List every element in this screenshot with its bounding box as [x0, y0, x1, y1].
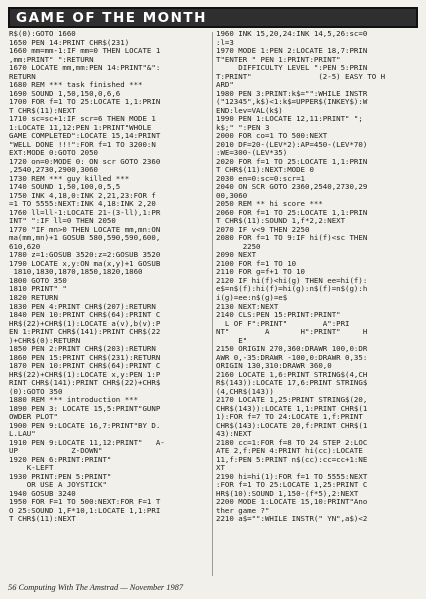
code-line: 1950 FOR F=1 TO 500:NEXT:FOR F=1 T	[9, 497, 161, 507]
code-line: 2060 FOR f=1 TO 25:LOCATE 1,1:PRIN	[216, 207, 368, 217]
code-line: 1850 PEN 2:PRINT CHR$(203):RETURN	[9, 344, 156, 354]
code-line: T"ENTER " PEN 1:PRINT:PRINT"	[216, 54, 341, 64]
code-line: 2050 REM ** hi score ***	[216, 199, 323, 209]
code-line: 2000 FOR co=1 TO 500:NEXT	[216, 131, 328, 141]
code-line: OWDER PLOT"	[9, 412, 58, 422]
code-line: 2160 LOCATE 1,6:PRINT STRING$(4,CH	[216, 369, 368, 379]
code-line: )+CHR$(0):RETURN	[9, 335, 81, 345]
code-line: 1700 FOR f=1 TO 25:LOCATE 1,1:PRIN	[9, 97, 161, 107]
code-line: ma(mm,mn)+1 GOSUB 580,590,590,600,	[9, 233, 161, 243]
code-line: 2030 en=0:sc=0:scr=1	[216, 173, 305, 183]
code-line: 2150 ORIGIN 270,360:DRAWR 100,0:DR	[216, 344, 368, 354]
page-footer: 56 Computing With The Amstrad — November 1987	[8, 583, 184, 592]
code-line: 1880 REM *** introduction ***	[9, 395, 139, 405]
code-line: K-LEFT	[9, 463, 54, 473]
code-line: 1690 SOUND 1,50,150,0,6,6	[9, 88, 121, 98]
code-line: k$;" ":PEN 3	[216, 122, 270, 132]
code-line: :FOR f=1 TO 25:LOCATE 1,25:PRINT C	[216, 480, 368, 490]
code-line: 1740 SOUND 1,50,100,0,5,5	[9, 182, 121, 192]
code-line: ARD"	[216, 80, 234, 90]
code-line: HR$(10):SOUND 1,150-(f*5),2:NEXT	[216, 488, 359, 498]
code-line: 2190 hi=hi(1):FOR f=1 TO 5555:NEXT	[216, 471, 368, 481]
code-line: 1930 PRINT:PEN 5:PRINT"	[9, 471, 112, 481]
code-line: 1660 mm=mm-1:IF mm=0 THEN LOCATE 1	[9, 46, 161, 56]
code-line: 1650 PEN 14:PRINT CHR$(231)	[9, 37, 130, 47]
code-line: HR$(22)+CHR$(1):LOCATE x,y:PEN 1:P	[9, 369, 161, 379]
code-line: 2200 MODE 1:LOCATE 15,10:PRINT"Ano	[216, 497, 368, 507]
code-line: 1790 LOCATE x,y:ON ma(x,y)+1 GOSUB	[9, 258, 161, 268]
code-line: 1870 PEN 10:PRINT CHR$(64):PRINT C	[9, 361, 161, 371]
code-line: 1860 PEN 15:PRINT CHR$(231):RETURN	[9, 352, 161, 362]
code-line: 1940 GOSUB 3240	[9, 488, 76, 498]
code-line: 2110 FOR g=f+1 TO 10	[216, 267, 305, 277]
code-line: 1710 sc=sc+1:IF scr=6 THEN MODE 1	[9, 114, 156, 124]
code-line: e$=n$(f):hi(f)=hi(g):n$(f)=n$(g):h	[216, 284, 368, 294]
code-line: 2090 NEXT	[216, 250, 257, 260]
code-line: 1810 PRINT" "	[9, 284, 67, 294]
code-line: UP Z-DOWN"	[9, 446, 103, 456]
code-line: R$(0):GOTO 1660	[9, 30, 76, 38]
code-line: AWR 0,-35:DRAWR -100,0:DRAWR 0,35:	[216, 352, 368, 362]
code-line: 1890 PEN 3: LOCATE 15,5:PRINT"GUNP	[9, 403, 161, 413]
code-line: 1750 INK 4,18,0:INK 2,21,23:FOR f	[9, 190, 156, 200]
code-line: GAME COMPLETED":LOCATE 15,14:PRINT	[9, 131, 161, 141]
code-line: E"	[216, 335, 248, 345]
section-banner	[8, 7, 418, 28]
code-line: 2250	[216, 241, 261, 251]
code-line: O 25:SOUND 1,F*10,1:LOCATE 1,1:PRI	[9, 505, 161, 515]
code-line: 1680 REM *** task finished ***	[9, 80, 143, 90]
code-line: 1770 "IF mn>0 THEN LOCATE mm,mn:ON	[9, 224, 161, 234]
code-line: 2010 DF=20-(LEV*2):AP=450-(LEV*70)	[216, 139, 368, 149]
code-line: 1800 GOTO 350	[9, 275, 67, 285]
code-line: T CHR$(11):SOUND 1,f*2,2:NEXT	[216, 216, 346, 226]
code-line: 1:LOCATE 11,12:PEN 1:PRINT"WHOLE	[9, 122, 152, 132]
code-line: 2070 IF v<9 THEN 2250	[216, 224, 310, 234]
code-line: 1810,1830,1870,1850,1820,1860	[9, 267, 143, 277]
code-line: DIFFICULTY LEVEL ":PEN 5:PRIN	[216, 63, 368, 73]
code-line: ,2540,2730,2900,3060	[9, 165, 98, 175]
code-line: EXT:MODE 0:GOTO 2050	[9, 148, 98, 158]
code-line: T CHR$(11):NEXT:MODE 0	[216, 165, 314, 175]
section-title: GAME OF THE MONTH	[16, 9, 207, 26]
code-line: 2170 LOCATE 1,25:PRINT STRING$(20,	[216, 395, 368, 405]
code-line: 1990 PEN 1:LOCATE 12,11:PRINT" ";	[216, 114, 363, 124]
code-line: 1970 MODE 1:PEN 2:LOCATE 18,7:PRIN	[216, 46, 368, 56]
code-line: OR USE A JOYSTICK"	[9, 480, 107, 490]
code-line: 1980 PEN 3:PRINT:k$="":WHILE INSTR	[216, 88, 368, 98]
code-line: L.LAU"	[9, 429, 36, 439]
code-line: 1):FOR f=7 TO 24:LOCATE 1,f:PRINT	[216, 412, 363, 422]
code-line: 2100 FOR f=1 TO 10	[216, 258, 297, 268]
code-line: i(g)=ee:n$(g)=e$	[216, 292, 288, 302]
code-line: 1910 PEN 9:LOCATE 11,12:PRINT" A-	[9, 437, 165, 447]
code-line: ther game ?"	[216, 505, 270, 515]
listing-column-right	[216, 30, 416, 578]
code-line: 1720 on=0:MODE 0: ON scr GOTO 2360	[9, 156, 161, 166]
code-line: 2130 NEXT:NEXT	[216, 301, 279, 311]
code-line: 1730 REM *** guy killed ***	[9, 173, 130, 183]
code-line: (4,CHR$(143))	[216, 386, 274, 396]
code-line: T CHR$(11):NEXT	[9, 514, 76, 524]
code-line: T CHR$(11):NEXT	[9, 105, 76, 115]
code-line: 1840 PEN 10:PRINT CHR$(64):PRINT C	[9, 310, 161, 320]
code-line: ATE 2,f:PEN 4:PRINT hi(cc):LOCATE	[216, 446, 363, 456]
code-line: "WELL DONE !!!":FOR f=1 TO 3200:N	[9, 139, 156, 149]
code-line: 1670 LOCATE mm,mm:PEN 14:PRINT"&":	[9, 63, 161, 73]
code-line: 610,620	[9, 241, 41, 251]
code-line: 2040 ON SCR GOTO 2360,2540,2730,29	[216, 182, 368, 192]
code-line: T:PRINT" (2-5) EASY TO H	[216, 71, 386, 81]
code-line: L OF F":PRINT" A":PRI	[216, 318, 350, 328]
code-line: 2210 a$="":WHILE INSTR(" YN",a$)<2	[216, 514, 368, 524]
code-line: INT" ":IF ll=0 THEN 2050	[9, 216, 116, 226]
code-line: 1760 ll=ll-1:LOCATE 21-(3-ll),1:PR	[9, 207, 161, 217]
code-line: XT	[216, 463, 225, 473]
code-line: 2020 FOR f=1 TO 25:LOCATE 1,1:PRIN	[216, 156, 368, 166]
code-line: 1830 PEN 4:PRINT CHR$(207):RETURN	[9, 301, 156, 311]
code-line: RINT CHR$(141):PRINT CHR$(22)+CHR$	[9, 378, 161, 388]
code-line: 1780 z=1:GOSUB 3520:z=2:GOSUB 3520	[9, 250, 161, 260]
code-line: :l=3	[216, 37, 234, 47]
code-line: 2140 CLS:PEN 15:PRINT:PRINT"	[216, 310, 341, 320]
code-line: :WE=300-(LEV*35)	[216, 148, 288, 158]
code-line: 1820 RETURN	[9, 292, 58, 302]
code-line: (0):GOTO 350	[9, 386, 63, 396]
code-line: 2180 cc=1:FOR f=8 TO 24 STEP 2:LOC	[216, 437, 368, 447]
code-line: HR$(22)+CHR$(1):LOCATE a(v),b(v):P	[9, 318, 161, 328]
code-line: CHR$(143):LOCATE 20,f:PRINT CHR$(1	[216, 420, 368, 430]
code-line: ,mm:PRINT" ":RETURN	[9, 54, 94, 64]
code-line: ("12345",k$)<1:k$=UPPER$(INKEY$):W	[216, 97, 368, 107]
code-line: 1920 PEN 6:PRINT:PRINT"	[9, 454, 112, 464]
code-line: RETURN	[9, 71, 36, 81]
code-line: =1 TO 5555:NEXT:INK 4,18:INK 2,20	[9, 199, 156, 209]
code-line: 11,f:PEN 5:PRINT n$(cc):cc=cc+1:NE	[216, 454, 368, 464]
code-line: CHR$(143)):LOCATE 1,1:PRINT CHR$(1	[216, 403, 368, 413]
code-line: END:lev=VAL(k$)	[216, 105, 283, 115]
code-line: R$(143)):LOCATE 17,6:PRINT STRING$	[216, 378, 368, 388]
code-line: NT" A H":PRINT" H	[216, 327, 368, 337]
code-line: ORIGIN 130,310:DRAWR 360,0	[216, 361, 332, 371]
code-line: 00,3060	[216, 190, 248, 200]
listing-column-left	[9, 30, 209, 578]
code-line: 2080 FOR f=1 TO 9:IF hi(f)<sc THEN	[216, 233, 368, 243]
code-line: EN 1:PRINT CHR$(141):PRINT CHR$(22	[9, 327, 161, 337]
code-line: 1960 INK 15,20,24:INK 14,5,26:sc=0	[216, 30, 368, 38]
code-line: 43):NEXT	[216, 429, 252, 439]
column-divider	[212, 32, 213, 576]
code-line: 2120 IF hi(f)<hi(g) THEN ee=hi(f):	[216, 275, 368, 285]
code-line: 1900 PEN 9:LOCATE 16,7:PRINT"BY D.	[9, 420, 161, 430]
